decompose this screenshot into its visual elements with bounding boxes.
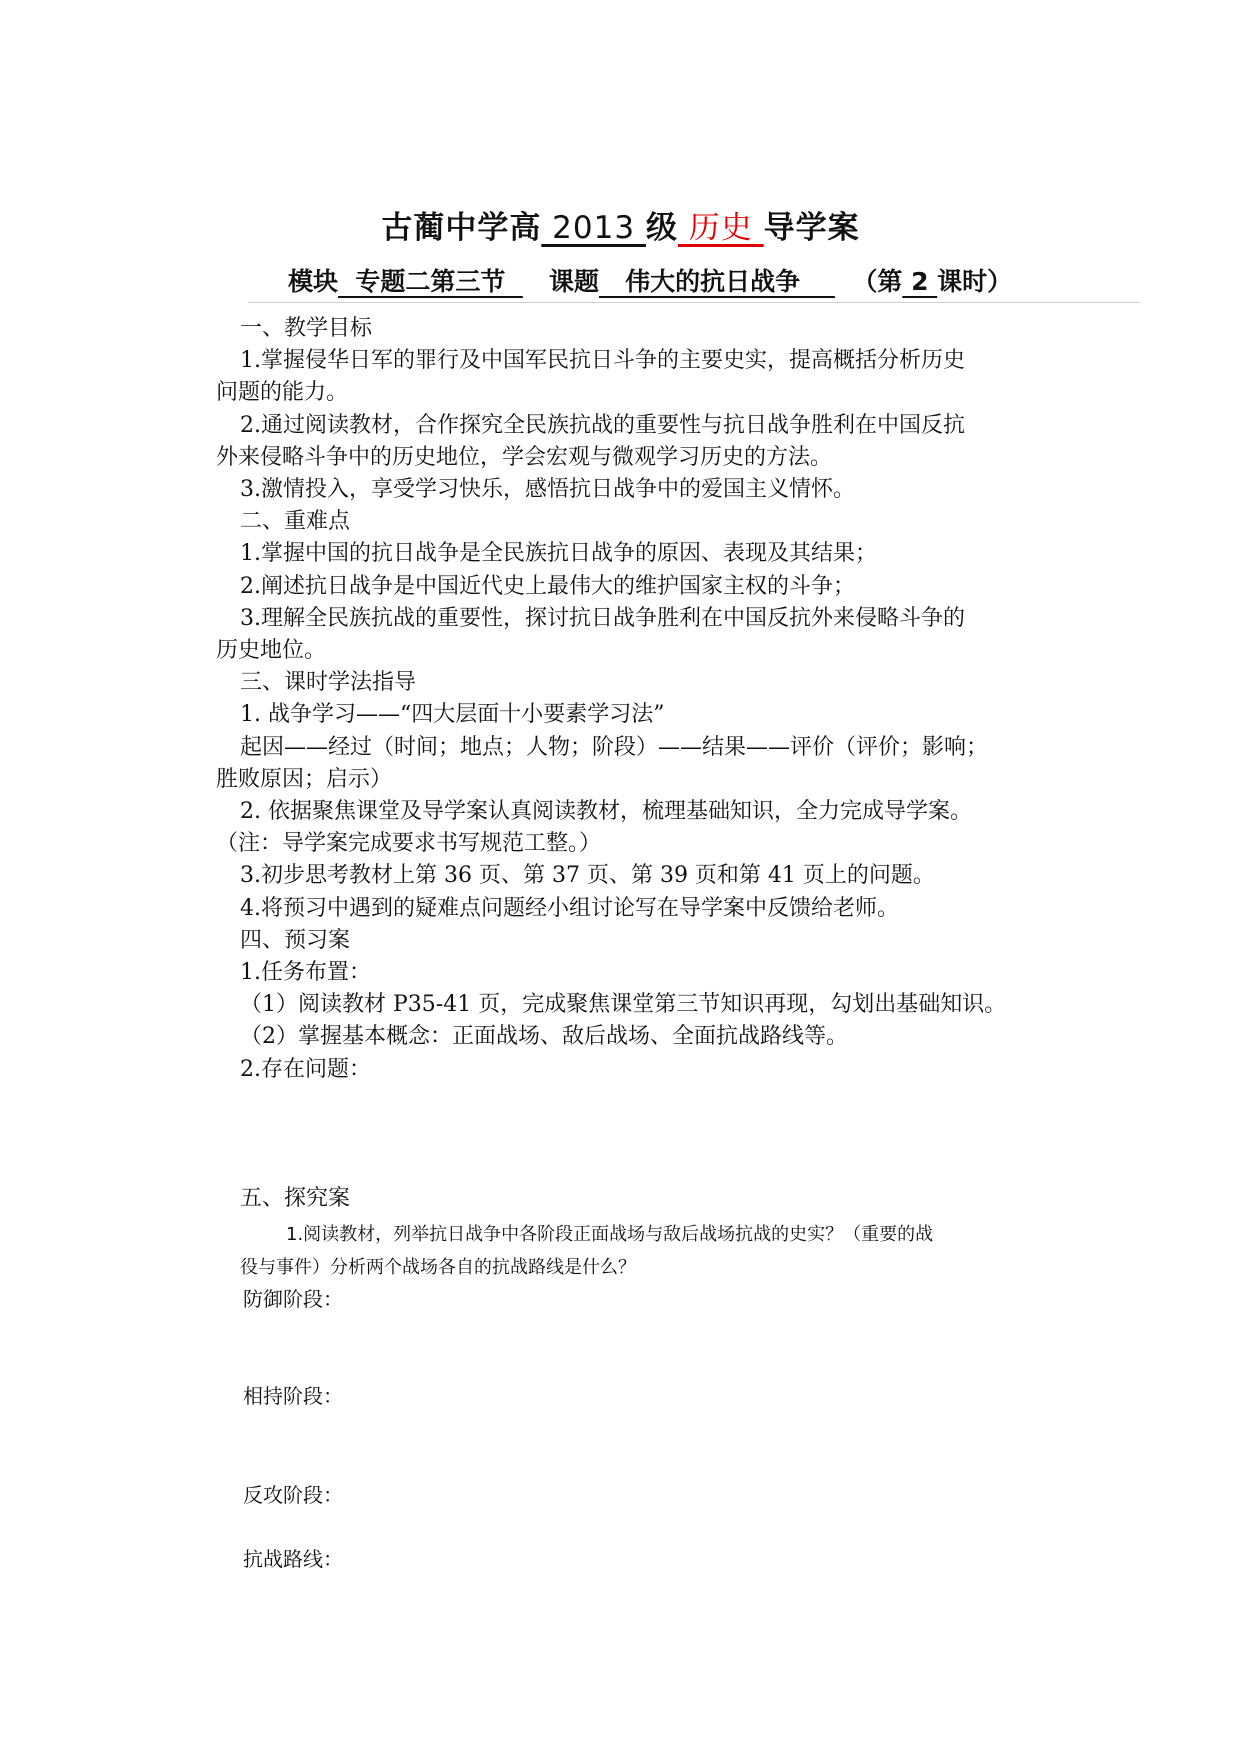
text-line: 起因——经过（时间；地点；人物；阶段）——结果——评价（评价；影响； <box>240 734 989 760</box>
stage-label-stalemate: 相持阶段： <box>243 1384 343 1408</box>
text-line: 3.初步思考教材上第 36 页、第 37 页、第 39 页和第 41 页上的问题。 <box>240 863 935 889</box>
text-line: （1）阅读教材 P35-41 页，完成聚焦课堂第三节知识再现，勾划出基础知识。 <box>240 992 1007 1018</box>
text-line: 1.掌握中国的抗日战争是全民族抗日战争的原因、表现及其结果； <box>240 541 877 567</box>
text-line: （2）掌握基本概念：正面战场、敌后战场、全面抗战路线等。 <box>240 1024 848 1050</box>
text-line: 2.存在问题： <box>240 1056 371 1082</box>
section-heading: 二、重难点 <box>240 509 351 535</box>
text-line: 2.通过阅读教材，合作探究全民族抗战的重要性与抗日战争胜利在中国反抗 <box>240 412 965 438</box>
text-line: 3.激情投入，享受学习快乐，感悟抗日战争中的爱国主义情怀。 <box>240 477 855 503</box>
text-line: 1. 战争学习——“四大层面十小要素学习法” <box>240 702 665 728</box>
document-body <box>216 313 1076 1086</box>
period-value: 2 <box>902 267 938 296</box>
text-line: 4.将预习中遇到的疑难点问题经小组讨论写在导学案中反馈给老师。 <box>240 895 899 921</box>
question-line: 役与事件）分析两个战场各自的抗战路线是什么？ <box>240 1257 636 1278</box>
text-line: 问题的能力。 <box>216 380 349 406</box>
text-line: 1.掌握侵华日军的罪行及中国军民抗日斗争的主要史实，提高概括分析历史 <box>240 348 965 374</box>
topic-label: 课题 <box>548 267 599 296</box>
text-line: 2. 依据聚焦课堂及导学案认真阅读教材，梳理基础知识，全力完成导学案。 <box>240 799 972 825</box>
period-suffix: 课时） <box>937 267 1013 296</box>
text-line: 历史地位。 <box>216 638 327 664</box>
text-line: 2.阐述抗日战争是中国近代史上最伟大的维护国家主权的斗争； <box>240 573 855 599</box>
module-label: 模块 <box>288 267 339 296</box>
page-title <box>0 202 1241 247</box>
title-suffix: 导学案 <box>763 210 860 246</box>
title-subject: 历史 <box>677 210 764 246</box>
section-heading: 四、预习案 <box>240 927 351 953</box>
title-prefix: 古蔺中学高 <box>381 210 542 246</box>
stage-label-defense: 防御阶段： <box>243 1287 343 1311</box>
text-line: 外来侵略斗争中的历史地位，学会宏观与微观学习历史的方法。 <box>216 444 833 470</box>
stage-label-counteroffensive: 反攻阶段： <box>243 1483 343 1507</box>
title-year: 2013 <box>541 210 646 246</box>
question-line: 1.阅读教材，列举抗日战争中各阶段正面战场与敌后战场抗战的史实？（重要的战 <box>286 1224 934 1245</box>
inquiry-question <box>240 1218 1080 1284</box>
text-line: （注：导学案完成要求书写规范工整。） <box>216 831 602 857</box>
stage-label-line: 抗战路线： <box>243 1547 343 1571</box>
text-line: 3.理解全民族抗战的重要性，探讨抗日战争胜利在中国反抗外来侵略斗争的 <box>240 605 965 631</box>
header-rule <box>248 302 1140 303</box>
title-mid: 级 <box>645 210 678 246</box>
section-5 <box>216 1181 1076 1212</box>
text-line: 1.任务布置： <box>240 960 371 986</box>
section-heading: 一、教学目标 <box>240 316 373 341</box>
section-heading: 三、课时学法指导 <box>240 670 417 696</box>
module-value: 专题二第三节 <box>338 267 523 296</box>
period-prefix: （第 <box>852 267 903 296</box>
section-heading: 五、探究案 <box>240 1186 351 1211</box>
page-subtitle <box>288 262 1012 298</box>
text-line: 胜败原因；启示） <box>216 766 393 792</box>
topic-value: 伟大的抗日战争 <box>598 267 835 296</box>
